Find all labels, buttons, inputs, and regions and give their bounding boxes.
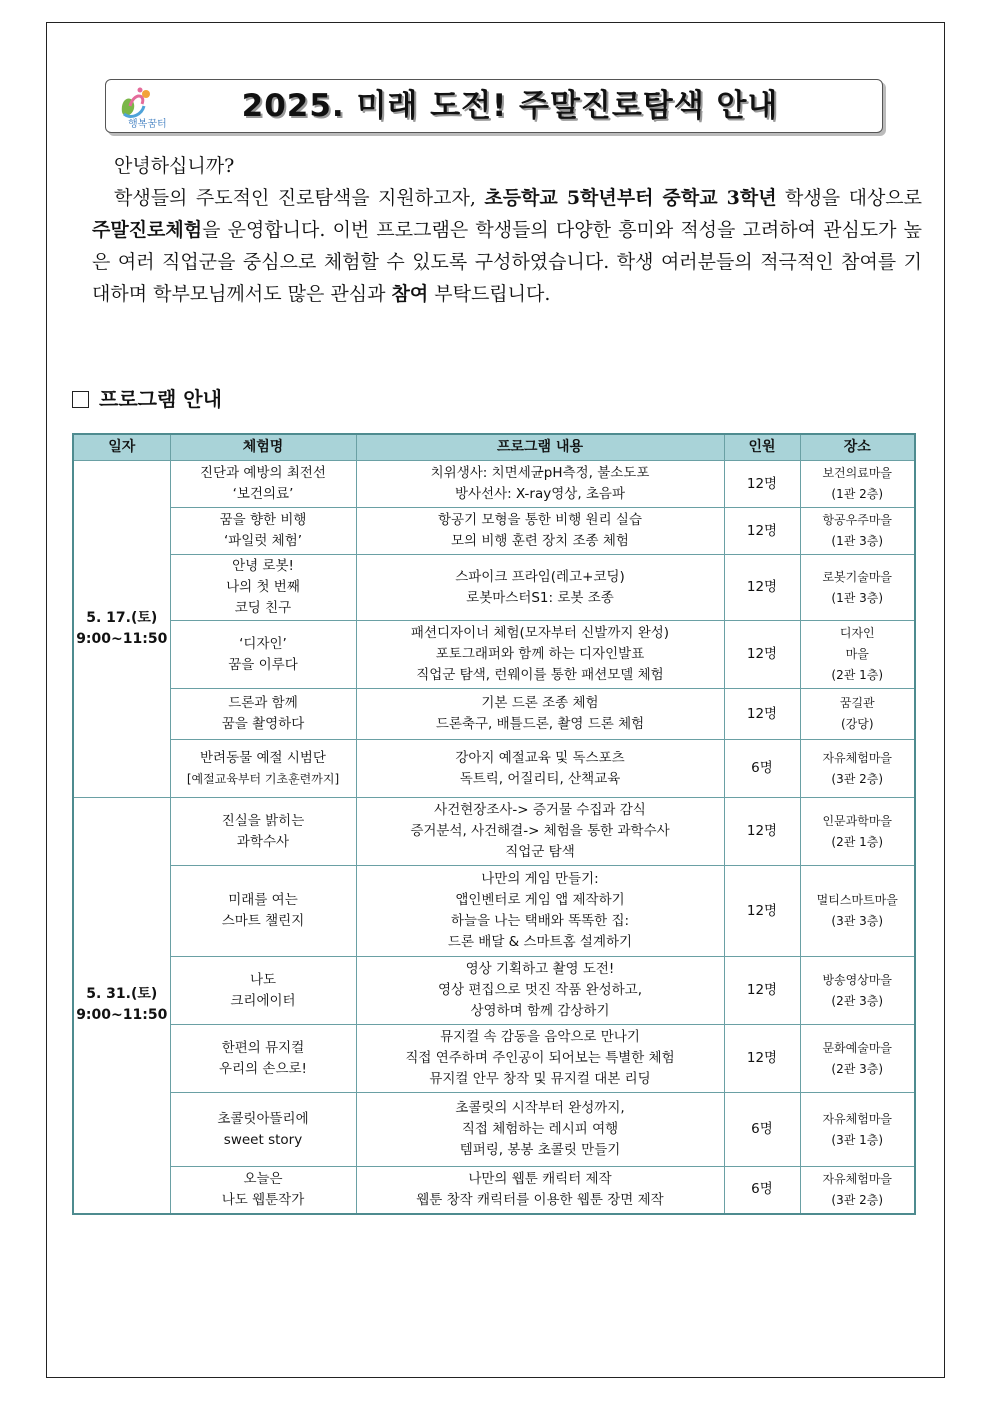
people-cell: 12명 [724, 1025, 800, 1093]
program-name-cell: 드론과 함께 꿈을 촬영하다 [170, 689, 356, 740]
people-cell: 6명 [724, 740, 800, 798]
haengbok-kkumteo-logo [112, 84, 182, 130]
program-name-cell: 꿈을 향한 비행 ‘파일럿 체험’ [170, 508, 356, 555]
place-cell: 멀티스마트마을 (3관 3층) [800, 866, 915, 957]
program-name-cell: 안녕 로봇! 나의 첫 번째 코딩 친구 [170, 555, 356, 621]
place-cell: 자유체험마을 (3관 2층) [800, 740, 915, 798]
program-content-cell: 사건현장조사-> 증거물 수집과 감식 증거분석, 사건해결-> 체험을 통한 과학수사 직업군 탐색 [356, 798, 724, 866]
program-name-cell: 진단과 예방의 최전선 ‘보건의료’ [170, 461, 356, 508]
table-row [73, 1093, 915, 1167]
program-name-cell: 초콜릿아뜰리에 sweet story [170, 1093, 356, 1167]
program-content-cell: 기본 드론 조종 체험 드론축구, 배틀드론, 촬영 드론 체험 [356, 689, 724, 740]
people-cell: 12명 [724, 689, 800, 740]
header-people: 인원 [724, 434, 800, 461]
page-title: 2025. 미래 도전! 주말진로탐색 안내 [241, 88, 779, 124]
table-row [73, 689, 915, 740]
header-date: 일자 [73, 434, 170, 461]
place-cell: 보건의료마을 (1관 2층) [800, 461, 915, 508]
people-cell: 12명 [724, 866, 800, 957]
table-row [73, 798, 915, 866]
table-row [73, 555, 915, 621]
program-content-cell: 강아지 예절교육 및 독스포츠 독트릭, 어질리티, 산책교육 [356, 740, 724, 798]
people-cell: 12명 [724, 621, 800, 689]
program-content-cell: 나만의 웹툰 캐릭터 제작 웹툰 창작 캐릭터를 이용한 웹툰 장면 제작 [356, 1167, 724, 1214]
program-name-cell: 미래를 여는 스마트 챌린지 [170, 866, 356, 957]
header-place: 장소 [800, 434, 915, 461]
table-row [73, 461, 915, 508]
section-heading: 프로그램 안내 [72, 384, 222, 414]
program-name-cell: 오늘은 나도 웹툰작가 [170, 1167, 356, 1214]
program-content-cell: 뮤지컬 속 감동을 음악으로 만나기 직접 연주하며 주인공이 되어보는 특별한 체험 뮤지컬 안무 창작 및 뮤지컬 대본 리딩 [356, 1025, 724, 1093]
program-content-cell: 나만의 게임 만들기: 앱인벤터로 게임 앱 제작하기 하늘을 나는 택배와 똑똑한 집: 드론 배달 & 스마트홈 설계하기 [356, 866, 724, 957]
table-row [73, 508, 915, 555]
program-name-cell: 한편의 뮤지컬 우리의 손으로! [170, 1025, 356, 1093]
program-content-cell: 초콜릿의 시작부터 완성까지, 직접 체험하는 레시피 여행 템퍼링, 봉봉 초콜릿 만들기 [356, 1093, 724, 1167]
table-row [73, 1025, 915, 1093]
table-row [73, 621, 915, 689]
header-name: 체험명 [170, 434, 356, 461]
people-cell: 12명 [724, 957, 800, 1025]
table-header-row [73, 434, 915, 461]
people-cell: 12명 [724, 461, 800, 508]
program-content-cell: 항공기 모형을 통한 비행 원리 실습 모의 비행 훈련 장치 조종 체험 [356, 508, 724, 555]
date-cell: 5. 17.(토) 9:00~11:50 [73, 461, 170, 798]
program-content-cell: 스파이크 프라임(레고+코딩) 로봇마스터S1: 로봇 조종 [356, 555, 724, 621]
date-cell: 5. 31.(토) 9:00~11:50 [73, 798, 170, 1214]
table-row [73, 957, 915, 1025]
program-content-cell: 패션디자이너 체험(모자부터 신발까지 완성) 포토그래퍼와 함께 하는 디자인발표 직업군 탐색, 런웨이를 통한 패션모델 체험 [356, 621, 724, 689]
program-content-cell: 치위생사: 치면세균pH측정, 불소도포 방사선사: X-ray영상, 초음파 [356, 461, 724, 508]
intro-paragraph: 학생들의 주도적인 진로탐색을 지원하고자, 초등학교 5학년부터 중학교 3학년 학생을 대상으로 주말진로체험을 운영합니다. 이번 프로그램은 학생들의 다양한 흥미와 적성을 고려하여 관심도가 높은 여러 직업군을 중심으로 체험할 수 있도록 구성하였습니다. 학생 여러분들의 적극적인 참여를 기대하며 학부모님께서도 많은 관심과 참여 부탁드립니다. [92, 187, 923, 305]
table-row [73, 1167, 915, 1214]
people-cell: 12명 [724, 798, 800, 866]
program-content-cell: 영상 기획하고 촬영 도전! 영상 편집으로 멋진 작품 완성하고, 상영하며 함께 감상하기 [356, 957, 724, 1025]
table-row [73, 740, 915, 798]
place-cell: 항공우주마을 (1관 3층) [800, 508, 915, 555]
people-cell: 12명 [724, 555, 800, 621]
place-cell: 로봇기술마을 (1관 3층) [800, 555, 915, 621]
program-name-cell: 나도 크리에이터 [170, 957, 356, 1025]
greeting: 안녕하십니까? [114, 155, 235, 177]
program-name-cell: 반려동물 예절 시범단 [예절교육부터 기초훈련까지] [170, 740, 356, 798]
intro-text [92, 150, 922, 310]
place-cell: 꿈길관 (강당) [800, 689, 915, 740]
place-cell: 방송영상마을 (2관 3층) [800, 957, 915, 1025]
header-content: 프로그램 내용 [356, 434, 724, 461]
place-cell: 인문과학마을 (2관 1층) [800, 798, 915, 866]
program-name-cell: 진실을 밝히는 과학수사 [170, 798, 356, 866]
checkbox-square-icon [72, 391, 89, 408]
people-cell: 6명 [724, 1167, 800, 1214]
people-cell: 12명 [724, 508, 800, 555]
program-table [72, 433, 916, 1215]
program-name-cell: ‘디자인’ 꿈을 이루다 [170, 621, 356, 689]
people-cell: 6명 [724, 1093, 800, 1167]
place-cell: 문화예술마을 (2관 3층) [800, 1025, 915, 1093]
place-cell: 자유체험마을 (3관 1층) [800, 1093, 915, 1167]
place-cell: 디자인 마을 (2관 1층) [800, 621, 915, 689]
table-row [73, 866, 915, 957]
place-cell: 자유체험마을 (3관 2층) [800, 1167, 915, 1214]
svg-text:행복꿈터: 행복꿈터 [128, 119, 167, 130]
